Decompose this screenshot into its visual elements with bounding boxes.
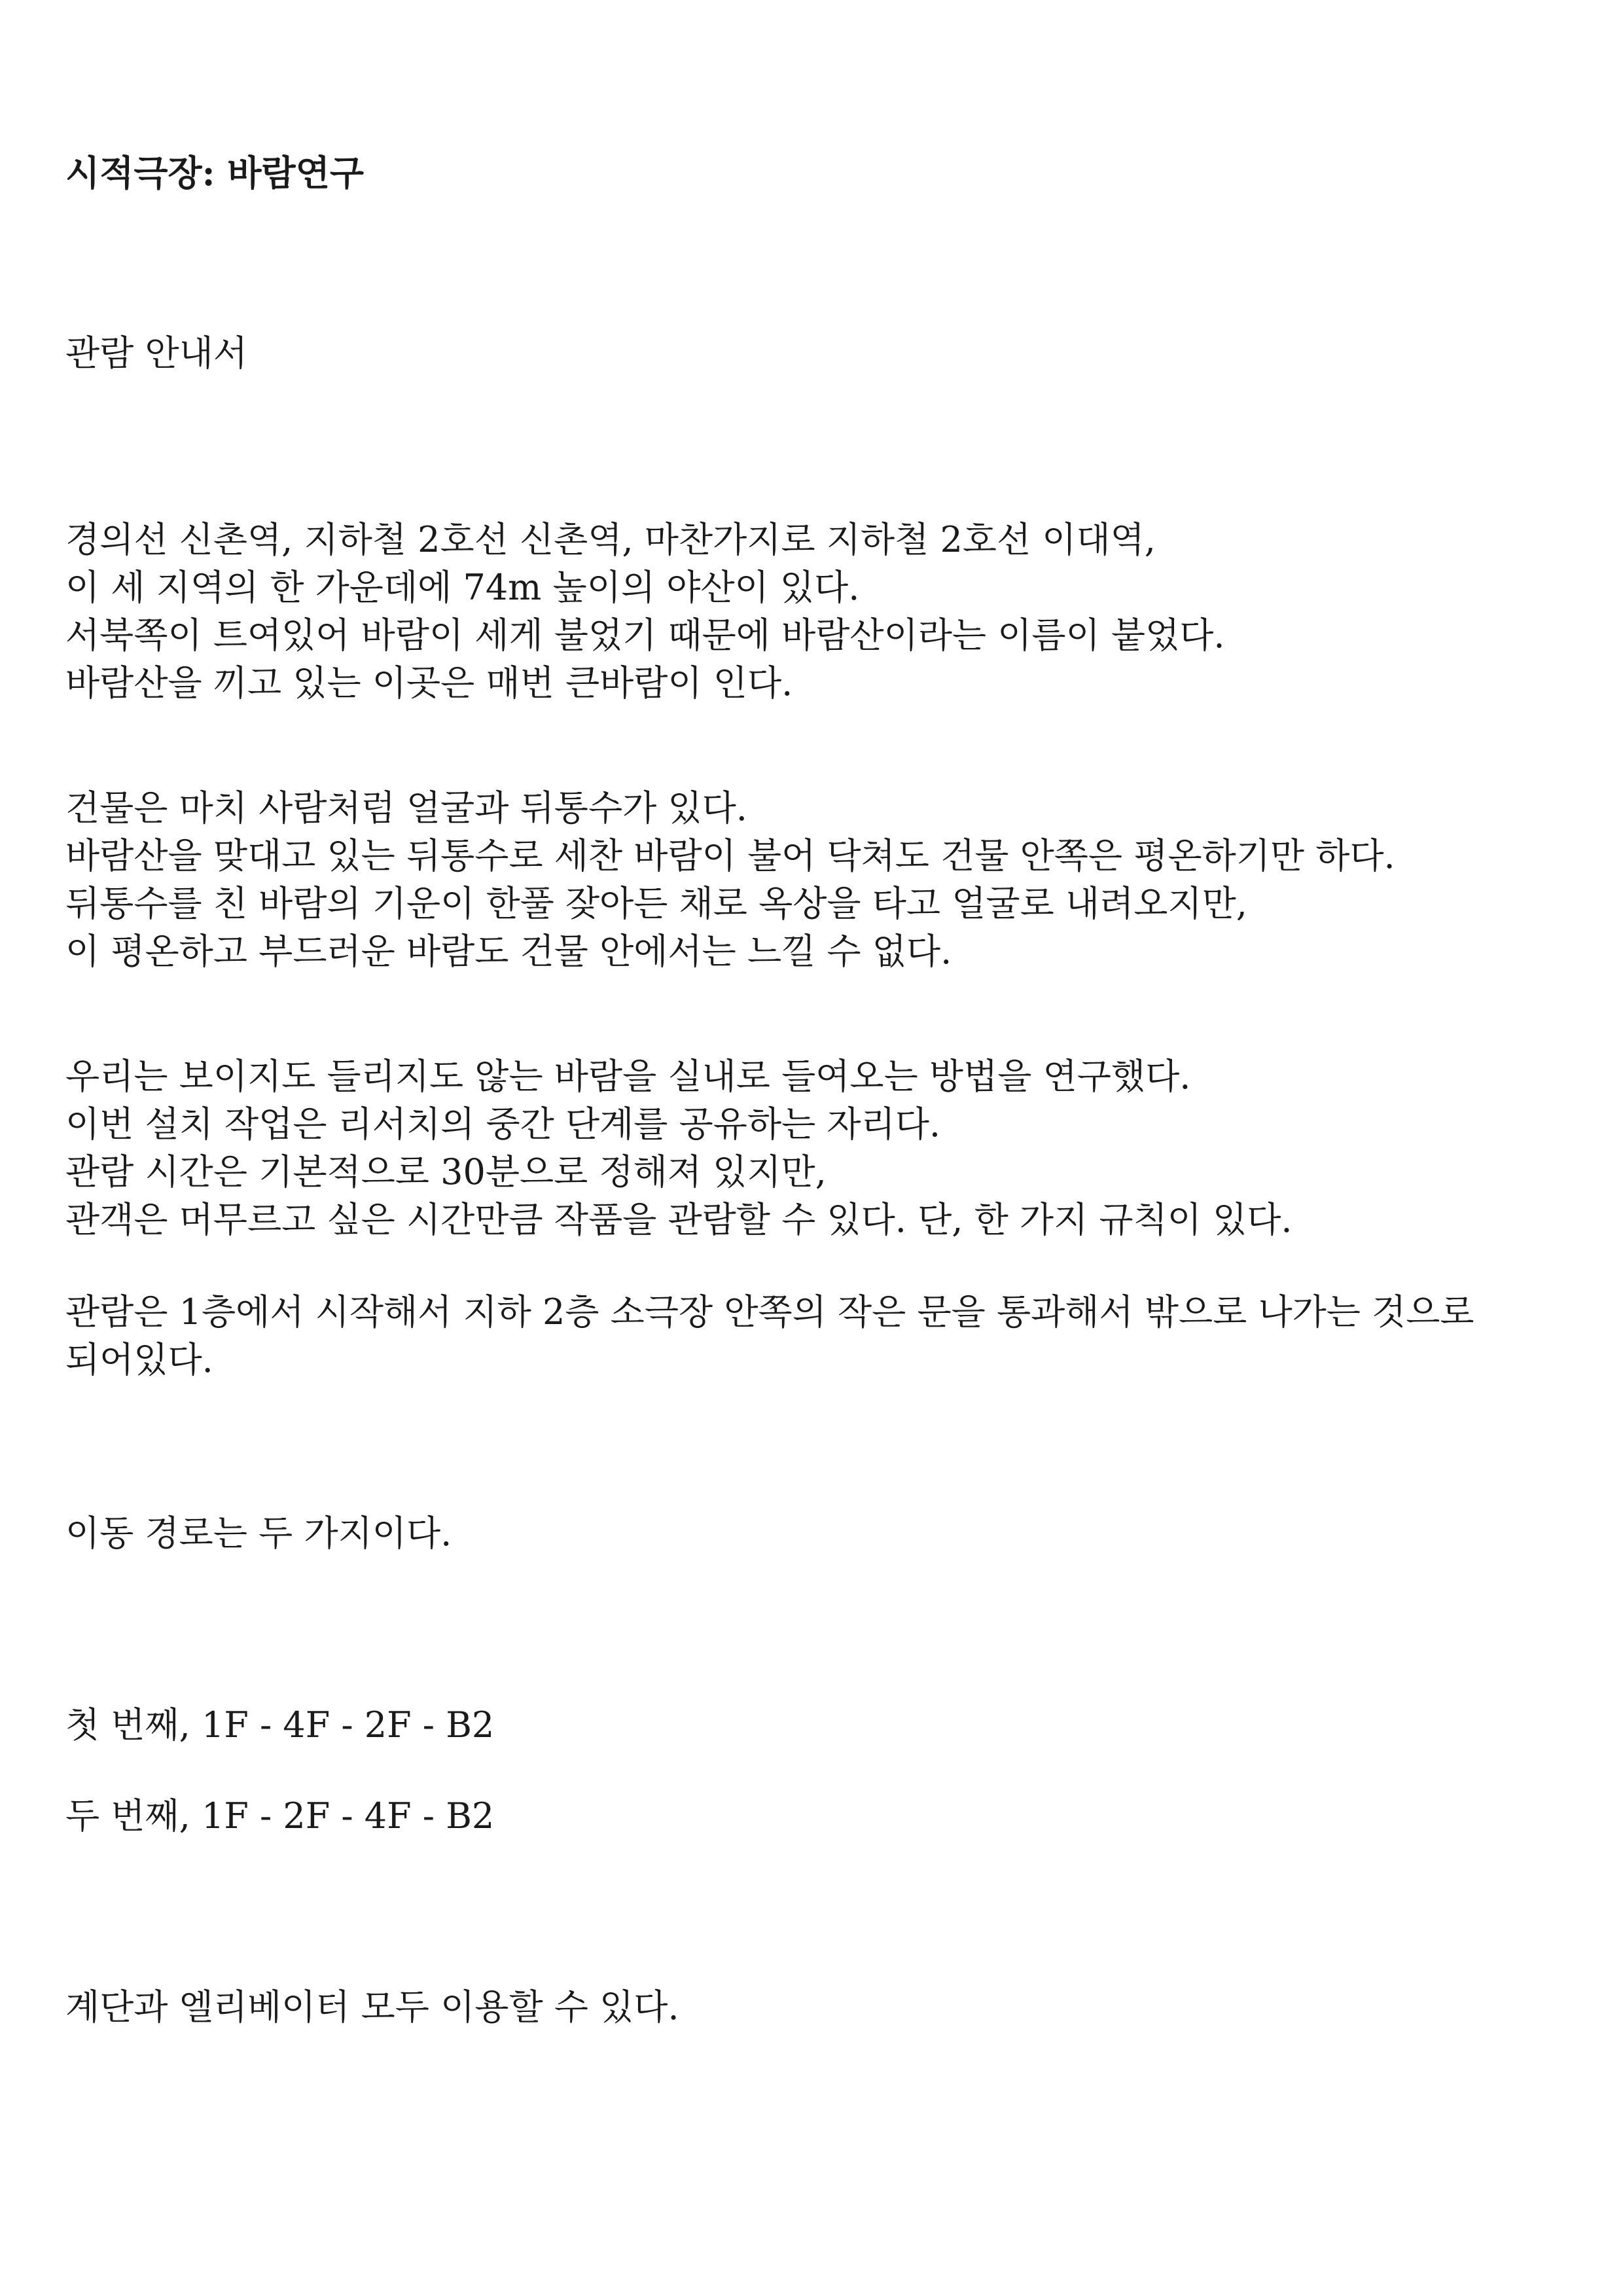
document-title: 시적극장: 바람연구 xyxy=(65,152,365,194)
paragraph-viewing-rule xyxy=(65,1288,1474,1384)
paragraph-line: 뒤통수를 친 바람의 기운이 한풀 잦아든 채로 옥상을 타고 얼굴로 내려오지만, xyxy=(65,883,1247,924)
paragraph-line: 이 세 지역의 한 가운데에 74m 높이의 야산이 있다. xyxy=(65,567,860,608)
paragraph-line: 우리는 보이지도 들리지도 않는 바람을 실내로 들여오는 방법을 연구했다. xyxy=(65,1056,1191,1097)
document-subtitle: 관람 안내서 xyxy=(65,332,247,374)
paragraph-line: 관람 시간은 기본적으로 30분으로 정해져 있지만, xyxy=(65,1151,827,1193)
paragraph-line: 경의선 신촌역, 지하철 2호선 신촌역, 마찬가지로 지하철 2호선 이대역, xyxy=(65,519,1156,560)
closing-note: 계단과 엘리베이터 모두 이용할 수 있다. xyxy=(65,1986,679,2028)
paragraph-line: 바람산을 맞대고 있는 뒤통수로 세찬 바람이 불어 닥쳐도 건물 안쪽은 평온하기만 하다. xyxy=(65,835,1395,876)
paragraph-line: 되어있다. xyxy=(65,1339,213,1380)
route-intro: 이동 경로는 두 가지이다. xyxy=(65,1513,452,1554)
paragraph-line: 서북쪽이 트여있어 바람이 세게 불었기 때문에 바람산이라는 이름이 붙었다. xyxy=(65,615,1225,656)
paragraph-line: 이번 설치 작업은 리서치의 중간 단계를 공유하는 자리다. xyxy=(65,1103,941,1145)
paragraph-location xyxy=(65,516,1225,707)
paragraph-line: 바람산을 끼고 있는 이곳은 매번 큰바람이 인다. xyxy=(65,662,793,704)
paragraph-line: 건물은 마치 사람처럼 얼굴과 뒤통수가 있다. xyxy=(65,787,747,829)
route-second: 두 번째, 1F - 2F - 4F - B2 xyxy=(65,1795,495,1837)
route-first: 첫 번째, 1F - 4F - 2F - B2 xyxy=(65,1704,495,1746)
paragraph-line: 관객은 머무르고 싶은 시간만큼 작품을 관람할 수 있다. 단, 한 가지 규칙이 있다. xyxy=(65,1199,1293,1240)
paragraph-line: 이 평온하고 부드러운 바람도 건물 안에서는 느낄 수 없다. xyxy=(65,931,952,972)
paragraph-research xyxy=(65,1052,1293,1244)
paragraph-line: 관람은 1층에서 시작해서 지하 2층 소극장 안쪽의 작은 문을 통과해서 밖으로 나가는 것으로 xyxy=(65,1291,1474,1333)
paragraph-building xyxy=(65,784,1395,975)
